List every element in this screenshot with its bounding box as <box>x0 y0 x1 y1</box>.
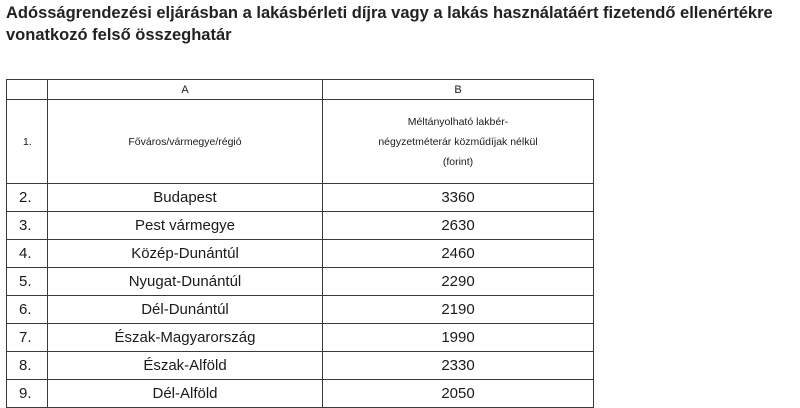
row-value: 2290 <box>323 268 594 296</box>
table-header-row <box>7 100 594 184</box>
header-price: Méltányolható lakbér- négyzetméterár közműdíjak nélkül (forint) <box>323 100 594 184</box>
row-region: Budapest <box>48 184 323 212</box>
row-region: Észak-Magyarország <box>48 324 323 352</box>
table-row <box>7 380 594 408</box>
row-region: Nyugat-Dunántúl <box>48 268 323 296</box>
row-number: 3. <box>7 212 48 240</box>
rent-limit-table <box>6 79 594 408</box>
table-row <box>7 268 594 296</box>
column-letter-a: A <box>48 80 323 100</box>
row-number: 4. <box>7 240 48 268</box>
row-number: 6. <box>7 296 48 324</box>
row-region: Közép-Dunántúl <box>48 240 323 268</box>
row-value: 1990 <box>323 324 594 352</box>
row-number: 9. <box>7 380 48 408</box>
column-letter-row <box>7 80 594 100</box>
header-region: Főváros/vármegye/régió <box>48 100 323 184</box>
row-number: 5. <box>7 268 48 296</box>
column-letter-empty <box>7 80 48 100</box>
row-number: 2. <box>7 184 48 212</box>
row-number: 8. <box>7 352 48 380</box>
row-number: 7. <box>7 324 48 352</box>
table-row <box>7 296 594 324</box>
row-value: 2630 <box>323 212 594 240</box>
row-region: Dél-Dunántúl <box>48 296 323 324</box>
row-value: 2460 <box>323 240 594 268</box>
row-value: 2190 <box>323 296 594 324</box>
row-region: Pest vármegye <box>48 212 323 240</box>
row-value: 2330 <box>323 352 594 380</box>
column-letter-b: B <box>323 80 594 100</box>
table-row <box>7 352 594 380</box>
row-value: 2050 <box>323 380 594 408</box>
row-value: 3360 <box>323 184 594 212</box>
row-region: Dél-Alföld <box>48 380 323 408</box>
row-region: Észak-Alföld <box>48 352 323 380</box>
table-row <box>7 212 594 240</box>
document-title: Adósságrendezési eljárásban a lakásbérleti díjra vagy a lakás használatáért fizetendő ellenértékre vonatkozó felső összeghatár <box>6 4 773 44</box>
header-row-number: 1. <box>7 100 48 184</box>
table-row <box>7 324 594 352</box>
table-row <box>7 240 594 268</box>
table-row <box>7 184 594 212</box>
